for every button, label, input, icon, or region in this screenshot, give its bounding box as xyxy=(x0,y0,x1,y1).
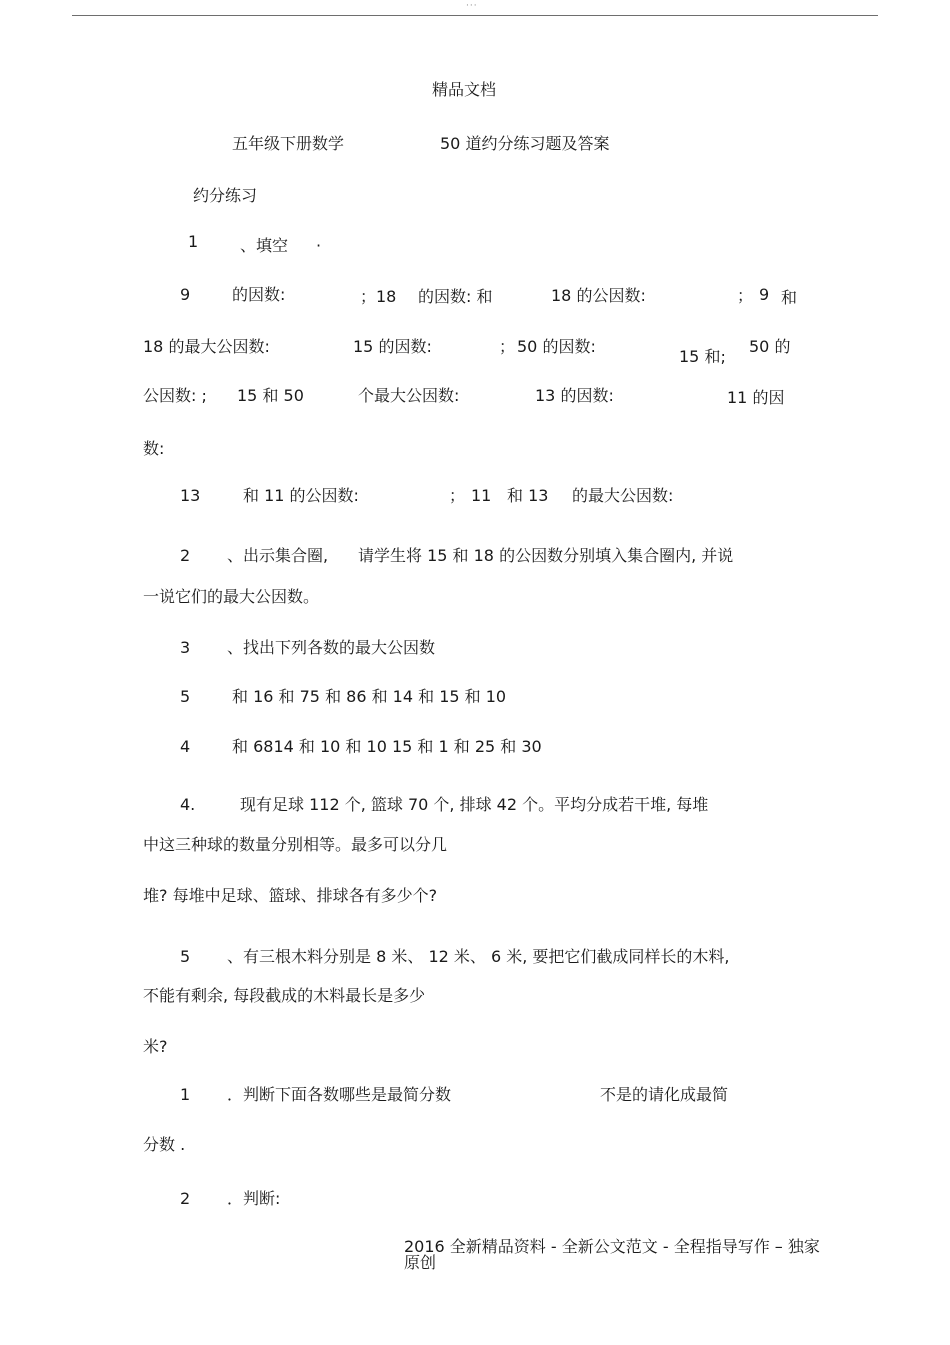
q1-r5-a: 13 xyxy=(180,486,201,505)
q1-r3-b: 15 和 50 xyxy=(237,386,304,405)
q1-r3-a: 公因数: ; xyxy=(143,386,207,405)
watermark-title: 精品文档 xyxy=(432,80,497,99)
q4-line3: 堆? 每堆中足球、篮球、排球各有多少个? xyxy=(143,886,438,905)
q1-r1-f: ； xyxy=(737,286,754,305)
q2-number: 2 xyxy=(180,546,191,565)
q1-r1-d: 的因数: 和 xyxy=(418,287,493,306)
q1-r5-d: 11 xyxy=(471,486,492,505)
q3-number: 3 xyxy=(180,638,191,657)
q2-line2: 一说它们的最大公因数。 xyxy=(143,587,320,606)
q1-r2-a: 18 的最大公因数: xyxy=(143,337,270,356)
p1-line1-b: 不是的请化成最简 xyxy=(600,1085,729,1104)
q1-r1-c: ；18 xyxy=(360,287,397,306)
q4-line2: 中这三种球的数量分别相等。最多可以分几 xyxy=(143,835,448,854)
doc-title-left: 五年级下册数学 xyxy=(232,134,345,153)
p2-line1: ．判断: xyxy=(227,1189,281,1208)
q5-line3: 米? xyxy=(143,1037,168,1056)
header-rule xyxy=(72,15,878,16)
q2-line1-b: 请学生将 15 和 18 的公因数分别填入集合圈内, 并说 xyxy=(358,546,734,565)
section-heading: 约分练习 xyxy=(193,186,258,205)
q5-line1: 、有三根木料分别是 8 米、 12 米、 6 米, 要把它们截成同样长的木料, xyxy=(227,947,730,966)
q1-r1-e: 18 的公因数: xyxy=(551,286,646,305)
q2-line1-a: 、出示集合圈, xyxy=(227,546,329,565)
q1-r2-c: ； xyxy=(499,337,516,356)
footer-line1: 2016 全新精品资料 - 全新公文范文 - 全程指导写作 – 独家 xyxy=(404,1237,820,1256)
q1-r1-h: 和 xyxy=(781,288,798,307)
q1-r5-e: 和 13 xyxy=(507,486,549,505)
q1-r1-g: 9 xyxy=(759,285,770,304)
p1-line2: 分数 . xyxy=(143,1135,186,1154)
q4-line1: 现有足球 112 个, 篮球 70 个, 排球 42 个。平均分成若干堆, 每堆 xyxy=(240,795,709,814)
q3-row1-number: 5 xyxy=(180,687,191,706)
q3-row2: 和 6814 和 10 和 10 15 和 1 和 25 和 30 xyxy=(232,737,542,756)
q1-r1-b: 的因数: xyxy=(232,285,286,304)
q1-dot: · xyxy=(316,236,322,255)
q3-label: 、找出下列各数的最大公因数 xyxy=(227,638,436,657)
footer-line2: 原创 xyxy=(404,1253,437,1272)
q1-r2-b: 15 的因数: xyxy=(353,337,432,356)
q1-r1-a: 9 xyxy=(180,285,191,304)
q1-r4: 数: xyxy=(143,439,165,458)
q1-r2-f: 50 的 xyxy=(749,337,791,356)
q4-number: 4. xyxy=(180,795,196,814)
p1-number: 1 xyxy=(180,1085,191,1104)
q1-number: 1 xyxy=(188,232,199,251)
q1-r5-b: 和 11 的公因数: xyxy=(243,486,359,505)
p1-line1-a: ．判断下面各数哪些是最简分数 xyxy=(227,1085,452,1104)
doc-title-right: 50 道约分练习题及答案 xyxy=(440,134,610,153)
q1-r3-e: 11 的因 xyxy=(727,388,785,407)
q1-r3-c: 个最大公因数: xyxy=(358,386,460,405)
q5-number: 5 xyxy=(180,947,191,966)
q5-line2: 不能有剩余, 每段截成的木料最长是多少 xyxy=(143,986,426,1005)
q1-r2-d: 50 的因数: xyxy=(517,337,596,356)
q3-row1: 和 16 和 75 和 86 和 14 和 15 和 10 xyxy=(232,687,507,706)
q1-r5-f: 的最大公因数: xyxy=(572,486,674,505)
q3-row2-number: 4 xyxy=(180,737,191,756)
q1-label: 、填空 xyxy=(240,236,289,255)
header-marker: ··· xyxy=(466,1,478,11)
q1-r3-d: 13 的因数: xyxy=(535,386,614,405)
q1-r2-e: 15 和; xyxy=(679,347,726,366)
q1-r5-c: ； xyxy=(449,486,466,505)
p2-number: 2 xyxy=(180,1189,191,1208)
